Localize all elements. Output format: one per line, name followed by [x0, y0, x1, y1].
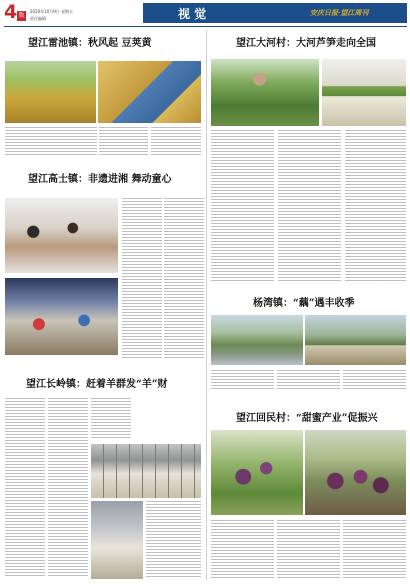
masthead-rule [4, 26, 407, 27]
paper-name: 安庆日报·望江周刊 [310, 8, 369, 17]
text-yangwan-2 [277, 370, 340, 390]
page-number: 4 [4, 1, 18, 23]
text-changling-3 [91, 398, 131, 438]
editor-line: 责任编辑 [30, 16, 46, 21]
photo-lotus-root-harvest [305, 315, 406, 365]
text-leichi-2 [99, 127, 148, 157]
text-leichi-3 [151, 127, 201, 157]
page-label: 版 [18, 12, 25, 19]
text-yangwan-1 [211, 370, 274, 390]
text-huimin-2 [277, 520, 340, 578]
photo-grape-basket [305, 430, 406, 515]
headline-huimin: 望江回民村：“甜蜜产业”促振兴 [236, 413, 378, 424]
photo-bean-field [5, 61, 96, 123]
headline-leichi: 望江雷池镇：秋风起 豆荚黄 [28, 38, 152, 49]
text-dahe-1 [211, 130, 274, 282]
masthead [0, 0, 410, 28]
headline-yangwan: 杨湾镇：“藕”遇丰收季 [253, 298, 355, 309]
text-huimin-3 [343, 520, 406, 578]
text-huimin-1 [211, 520, 274, 578]
headline-changling: 望江长岭镇：赶着羊群发“羊”财 [26, 379, 168, 390]
text-gaoshi-1 [122, 198, 162, 358]
photo-lotus-pond [211, 315, 303, 365]
text-dahe-3 [345, 130, 406, 282]
photo-bean-harvest [98, 61, 201, 123]
photo-sheep-pen [91, 444, 201, 498]
headline-dahe: 望江大河村：大河芦笋走向全国 [236, 38, 376, 49]
photo-sheep-farmer [91, 501, 143, 579]
text-changling-2 [48, 398, 88, 578]
text-yangwan-3 [343, 370, 406, 390]
text-changling-1 [5, 398, 45, 578]
date-line: 2020年10月9日 星期五 [30, 9, 74, 14]
photo-grape-vineyard [211, 430, 303, 515]
column-divider [206, 30, 207, 580]
photo-classroom [5, 198, 118, 273]
photo-asparagus-boxes [322, 59, 406, 126]
headline-gaoshi: 望江高士镇：非遗进湘 舞动童心 [28, 174, 172, 185]
text-changling-4 [146, 501, 201, 579]
text-gaoshi-2 [164, 198, 204, 358]
photo-dance-stage [5, 278, 118, 355]
section-title: 视 觉 [178, 7, 207, 21]
text-dahe-2 [278, 130, 341, 282]
page-label-badge [17, 11, 26, 21]
text-leichi-1 [5, 127, 97, 157]
photo-asparagus-field [211, 59, 319, 126]
